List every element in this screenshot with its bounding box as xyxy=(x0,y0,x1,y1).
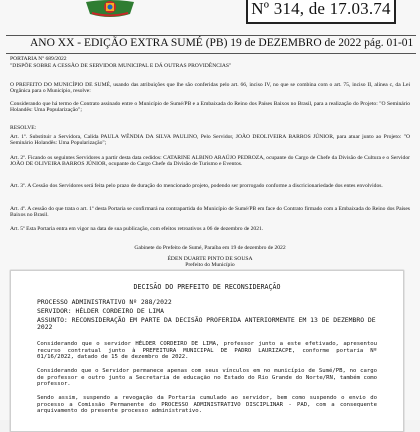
considerando-paragraph: Considerando que há termo de Contrato assinado entre o Município de Sumé/PB e a Embaixada do Reino dos Países Baixos no Brasil, para a realização do Projeto: "O Seminário Holandês: Uma Popularização"; xyxy=(10,101,410,114)
portaria-number: PORTARIA Nº 689/2022 xyxy=(10,56,67,62)
decision-processo: PROCESSO ADMINISTRATIVO Nº 288/2022 xyxy=(37,298,172,306)
portaria-preamble: O PREFEITO DO MUNICÍPIO DE SUMÉ, usando das atribuições que lhe são conferidas pelo art. 66, inciso IV, no que se combina com o art. 75, inciso II, alínea c, da Lei Orgânica para o Município, resolve: xyxy=(10,82,410,95)
article-5: Art. 5º Esta Portaria entra em vigor na data de sua publicação, com efeitos retroativos a 06 de dezembro de 2021. xyxy=(10,226,264,232)
reconsideration-decision-image xyxy=(10,270,404,432)
article-4: Art. 4º. A cessão do que trata o art. 1º desta Portaria se confirmará na contrapartida do Município de Sumé/PB em face do Contrato firmado com a Embaixada do Reino dos Países Baixos no Brasil. xyxy=(10,206,410,219)
law-number-box xyxy=(246,0,396,24)
signer-name: ÉDEN DUARTE PINTO DE SOUSA xyxy=(167,256,253,262)
date-line: Gabinete do Prefeito de Sumé, Paraíba em 19 de dezembro de 2022 xyxy=(134,245,286,251)
edition-line: ANO XX - EDIÇÃO EXTRA SUMÉ (PB) 19 de DEZEMBRO de 2022 pág. 01-01 xyxy=(30,37,414,49)
decision-servidor: SERVIDOR: HÉLDER CORDEIRO DE LIMA xyxy=(37,307,164,315)
decision-paragraph-2: Considerando que o Servidor permanece apenas com seus vínculos em no município de Sumé/PB, no cargo de professor e outro junto a Secretaria de educação no Estado do Rio Grande do Norte/RN, também como professor. xyxy=(37,368,377,388)
article-3: Art. 3º. A Cessão dos Servidores será feita pelo prazo de duração do mencionado projeto, podendo ser prorrogado conforme a discricionariedade dos entes envolvidos. xyxy=(10,183,383,189)
decision-paragraph-1: Considerando que o servidor HÉLDER CORDEIRO DE LIMA, professor junto a este efetivado, apresentou recurso contratual junto à PREFEITURA MUNICIPAL DE PADRO LAURIZACPE, conforme portaria Nº 01/16/2022, datado de 15 de dezembro de 2022. xyxy=(37,341,377,361)
municipal-crest-icon xyxy=(80,0,140,18)
signer-role: Prefeito do Município xyxy=(185,262,235,268)
article-1: Art. 1º. Substituir a Servidora, Calída PAULA WÊNDIA DA SILVA PAULINO, Pelo Servidor, JOÃO DEOLIVEIRA BARROS JÚNIOR, para atuar junto ao Projeto: "O Seminário Holandês: Uma Popularização"; xyxy=(10,134,410,147)
decision-title: DECISÃO DO PREFEITO DE RECONSIDERAÇÃO xyxy=(133,283,281,291)
law-number: Nº 314, de 17.03.74 xyxy=(251,0,391,18)
edition-bar xyxy=(6,35,416,54)
resolve-heading: RESOLVE: xyxy=(10,125,37,131)
decision-paragraph-3: Sendo assim, suspendo a revogação da Portaria cumulado ao servidor, bem como suspendo o envio do processo a Comissão Permanente do PROCESSO ADMINISTRATIVO DISCIPLINAR - PAD, com a consequente arquivamento do presente processo administrativo. xyxy=(37,395,377,415)
decision-assunto: ASSUNTO: RECONSIDERAÇÃO EM PARTE DA DECISÃO PROFERIDA ANTERIORMENTE EM 13 DE DEZEMBRO DE 2022 xyxy=(37,316,376,332)
article-2: Art. 2º. Ficando os seguintes Servidores a partir desta data cedidos: CATARINE ALBINO ARAÚJO PEDROZA, ocupante do Cargo de Chefe da Divisão de Cultura e o Servidor JOÃO DE OLIVEIRA BARROS JÚNIOR, ocupante do Cargo Chefe da Divisão de Turismo e Eventos. xyxy=(10,155,410,168)
portaria-ementa: "DISPÕE SOBRE A CESSÃO DE SERVIDOR MUNICIPAL E DÁ OUTRAS PROVIDÊNCIAS" xyxy=(10,63,232,69)
